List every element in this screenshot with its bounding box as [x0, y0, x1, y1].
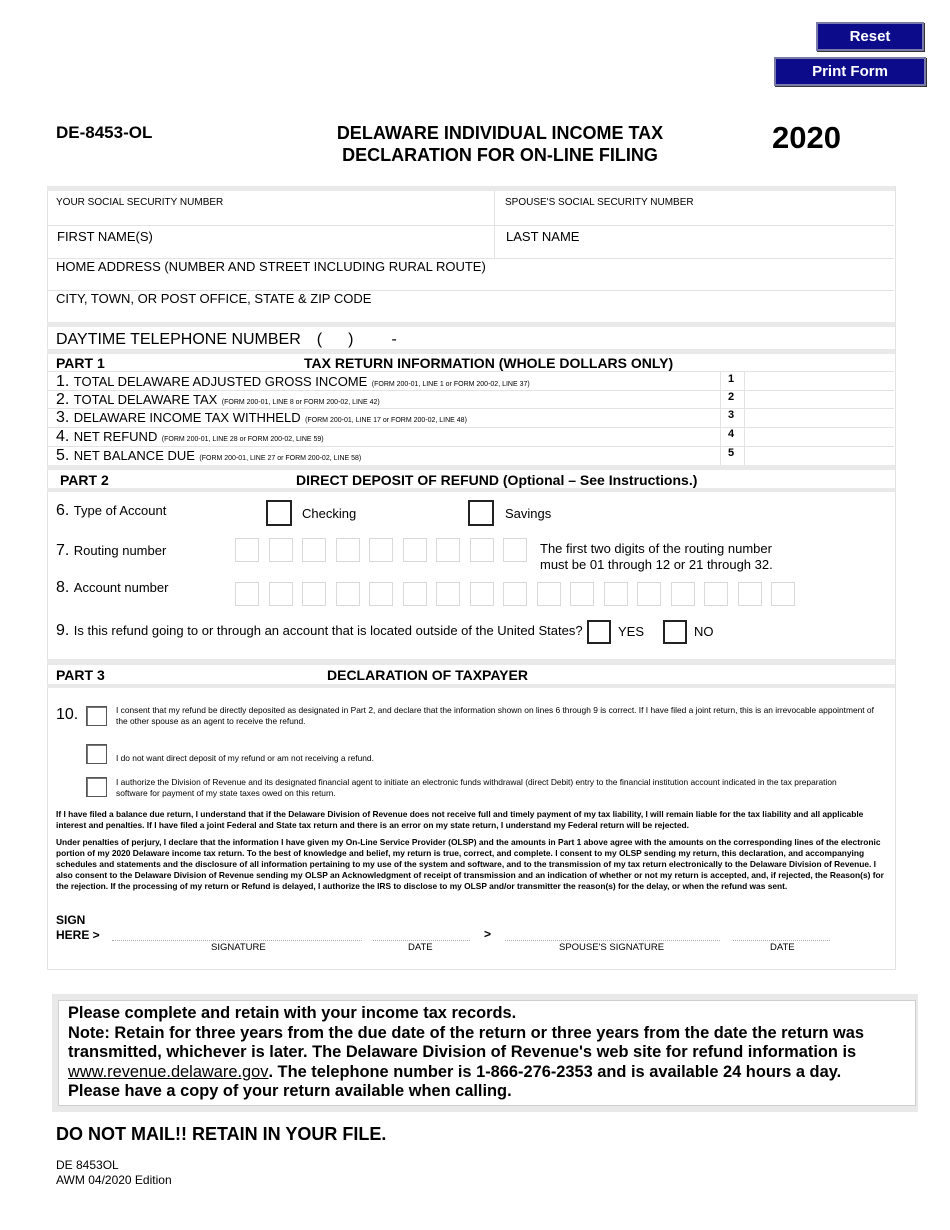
spouse-signature-line[interactable]	[505, 940, 720, 941]
line4-box-label: 4	[728, 428, 735, 440]
retention-notice-text	[68, 1004, 908, 1102]
spouse-ssn-field[interactable]: SPOUSE'S SOCIAL SECURITY NUMBER	[505, 197, 694, 208]
sign-here-label: SIGN HERE >	[56, 913, 100, 942]
home-address-field[interactable]: HOME ADDRESS (NUMBER AND STREET INCLUDING RURAL ROUTE)	[56, 259, 486, 274]
line6-label: 6. Type of Account	[56, 502, 167, 519]
part1-line-5: 5. NET BALANCE DUE (FORM 200-01, LINE 27 or FORM 200-02, LINE 58)	[56, 447, 362, 464]
checking-checkbox[interactable]	[266, 500, 292, 526]
balance-due-statement: If I have filed a balance due return, I understand that if the Delaware Division of Revenue does not receive full and timely payment of my tax liability, I will remain liable for the tax liability and all applicable interest and penalties. If I have filed a joint Federal and State tax return and there is an error on my state return, I understand my Federal return will be rejected.	[56, 809, 864, 830]
phone-field[interactable]	[56, 331, 397, 349]
first-name-field[interactable]: FIRST NAME(S)	[57, 229, 153, 244]
revenue-website-link[interactable]: www.revenue.delaware.gov	[68, 1062, 269, 1081]
debit-authorization-text: I authorize the Division of Revenue and its designated financial agent to initiate an electronic funds withdrawal (direct Debit) entry to the financial institution account indicated in the tax preparation software for payment of my state taxes owed on this return.	[116, 777, 837, 798]
consent-direct-deposit-checkbox[interactable]	[86, 706, 107, 726]
routing-note: The first two digits of the routing number must be 01 through 12 or 21 through 32.	[540, 541, 773, 572]
phone-dash: -	[391, 331, 397, 348]
form-edition: AWM 04/2020 Edition	[56, 1173, 172, 1187]
line2-box-label: 2	[728, 391, 735, 403]
do-not-mail: DO NOT MAIL!! RETAIN IN YOUR FILE.	[56, 1124, 387, 1144]
line7-label: 7. Routing number	[56, 542, 167, 559]
spouse-arrow: >	[484, 927, 492, 941]
line5-amount[interactable]	[746, 447, 892, 464]
consent-direct-deposit-text: I consent that my refund be directly deposited as designated in Part 2, and declare that the information shown on lines 6 through 9 is correct. If I have filed a joint return, this is an irrevocable appointment of the other spouse as an agent to receive the refund.	[116, 705, 874, 726]
phone-close-paren: )	[348, 331, 354, 348]
part2-title: DIRECT DEPOSIT OF REFUND (Optional – See Instructions.)	[296, 472, 698, 488]
phone-open-paren: (	[316, 331, 323, 348]
line5-box-label: 5	[728, 447, 735, 459]
yes-checkbox[interactable]	[587, 620, 611, 644]
yes-label: YES	[618, 624, 645, 639]
line1-amount[interactable]	[746, 372, 892, 389]
line9-label: 9. Is this refund going to or through an account that is located outside of the United States?	[56, 622, 583, 639]
line2-amount[interactable]	[746, 391, 892, 407]
part3-title: DECLARATION OF TAXPAYER	[327, 667, 528, 683]
part1-label: PART 1	[56, 355, 105, 371]
form-title-line2: DECLARATION FOR ON-LINE FILING	[342, 145, 658, 165]
print-form-button[interactable]: Print Form	[774, 57, 926, 86]
spouse-signature-caption: SPOUSE'S SIGNATURE	[559, 942, 665, 953]
part2-label: PART 2	[60, 472, 109, 488]
phone-label: DAYTIME TELEPHONE NUMBER	[56, 331, 301, 348]
signature-caption: SIGNATURE	[211, 942, 266, 953]
notice-last-line: Please have a copy of your return available when calling.	[68, 1082, 512, 1100]
no-checkbox[interactable]	[663, 620, 687, 644]
signature-line[interactable]	[112, 940, 362, 941]
part3-label: PART 3	[56, 667, 105, 683]
form-title	[300, 122, 700, 166]
part1-line-3: 3. DELAWARE INCOME TAX WITHHELD (FORM 200-01, LINE 17 or FORM 200-02, LINE 48)	[56, 409, 467, 426]
form-id: DE-8453-OL	[56, 123, 153, 142]
notice-line1: Please complete and retain with your income tax records.	[68, 1004, 517, 1022]
savings-label: Savings	[505, 506, 552, 521]
date-line[interactable]	[373, 940, 470, 941]
spouse-date-caption: DATE	[770, 942, 795, 953]
part1-line-2: 2. TOTAL DELAWARE TAX (FORM 200-01, LINE 8 or FORM 200-02, LINE 42)	[56, 391, 380, 408]
perjury-statement: Under penalties of perjury, I declare that the information I have given my On-Line Service Provider (OLSP) and the amounts in Part 1 above agree with the amounts on the corresponding lines of the electronic portion of my 2020 Delaware income tax return. To the best of knowledge and belief, my return is true, correct, and complete. I consent to my OLSP sending my return, this declaration, and accompanying schedules and statements and the disclosure of all information pertaining to my use of the system and software, and to the transmission of my tax return electronically to the Delaware Division of Revenue. I also consent to the Delaware Division of Revenue sending my OLSP an Acknowledgment of receipt of transmission and an indication of whether or not my return is accepted, and, if rejected, the Reason(s) for the rejection. If the processing of my return or Refund is delayed, I authorize the IRS to disclose to my OLSP and/or transmitter the reason(s) for the delay, or when the refund was sent.	[56, 837, 884, 891]
city-state-zip-field[interactable]: CITY, TOWN, OR POST OFFICE, STATE & ZIP CODE	[56, 291, 372, 306]
debit-authorization-checkbox[interactable]	[86, 777, 107, 797]
no-label: NO	[694, 624, 714, 639]
checking-label: Checking	[302, 506, 357, 521]
spouse-date-line[interactable]	[733, 940, 830, 941]
part1-line-4: 4. NET REFUND (FORM 200-01, LINE 28 or FORM 200-02, LINE 59)	[56, 428, 324, 445]
no-direct-deposit-checkbox[interactable]	[86, 744, 107, 764]
ssn-field[interactable]: YOUR SOCIAL SECURITY NUMBER	[56, 197, 224, 208]
no-direct-deposit-text: I do not want direct deposit of my refund or am not receiving a refund.	[116, 753, 374, 763]
line8-label: 8. Account number	[56, 579, 169, 596]
savings-checkbox[interactable]	[468, 500, 494, 526]
form-title-line1: DELAWARE INDIVIDUAL INCOME TAX	[336, 123, 664, 143]
form-code: DE 8453OL	[56, 1158, 119, 1172]
part1-line-1: 1. TOTAL DELAWARE ADJUSTED GROSS INCOME (FORM 200-01, LINE 1 or FORM 200-02, LINE 37)	[56, 373, 530, 390]
part1-title: TAX RETURN INFORMATION (WHOLE DOLLARS ONLY)	[304, 355, 674, 371]
line3-amount[interactable]	[746, 409, 892, 426]
tax-year: 2020	[772, 120, 841, 155]
line10-number: 10.	[56, 706, 79, 723]
date-caption: DATE	[408, 942, 433, 953]
line1-box-label: 1	[728, 373, 735, 385]
reset-button[interactable]: Reset	[816, 22, 924, 51]
line3-box-label: 3	[728, 409, 735, 421]
notice-note: Note: Retain for three years from the due date of the return or three years from the date the return was transmitted, whichever is later. The Delaware Division of Revenue's web site for refund information is www.revenue.delaware.gov. The telephone number is 1-866-276-2353 and is available 24 hours a day.	[68, 1023, 865, 1081]
last-name-field[interactable]: LAST NAME	[506, 229, 580, 244]
line4-amount[interactable]	[746, 428, 892, 445]
